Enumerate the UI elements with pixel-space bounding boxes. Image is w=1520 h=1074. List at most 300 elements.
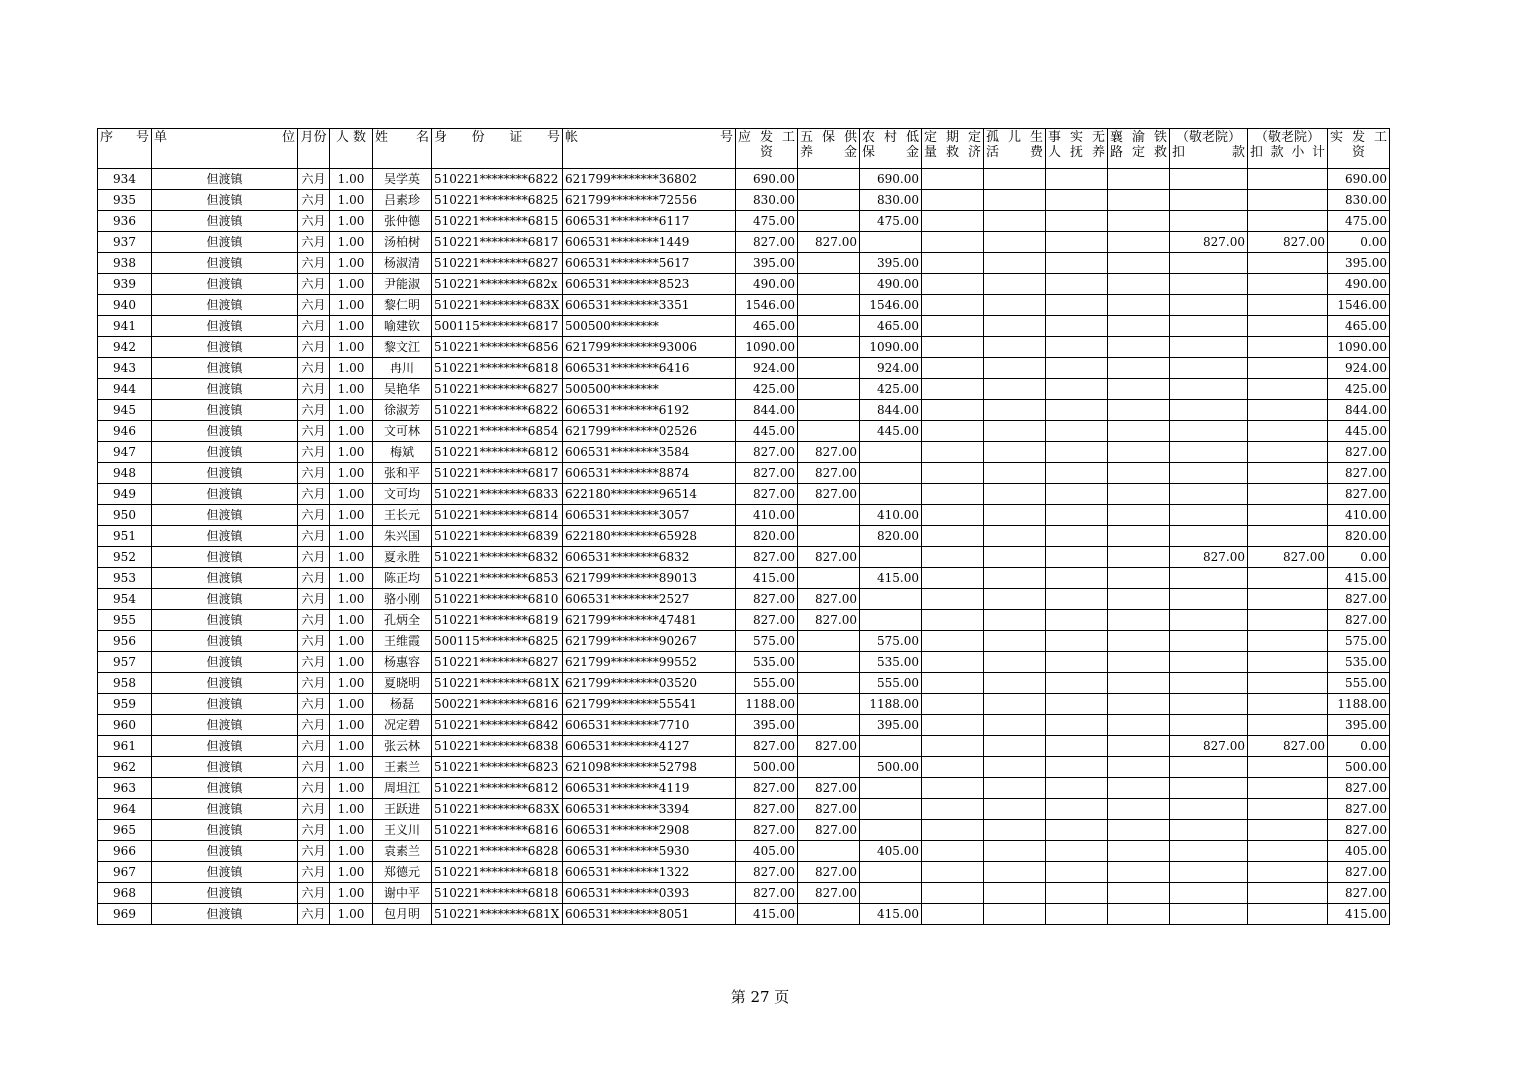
table-row	[98, 673, 1390, 694]
cell-count: 1.00	[330, 190, 373, 211]
cell-id: 510221********681X	[432, 904, 563, 925]
cell-dibao: 395.00	[860, 253, 922, 274]
cell-month: 六月	[298, 841, 330, 862]
cell-dibao	[860, 589, 922, 610]
cell-jinglao-deduct: 827.00	[1170, 547, 1248, 568]
cell-paid: 575.00	[1328, 631, 1390, 652]
cell-shishi	[1046, 547, 1108, 568]
cell-jinglao-total	[1248, 589, 1328, 610]
header-name: 姓 名	[373, 129, 432, 169]
cell-unit: 但渡镇	[152, 778, 298, 799]
cell-unit: 但渡镇	[152, 400, 298, 421]
cell-dingliang	[922, 505, 984, 526]
cell-dibao: 425.00	[860, 379, 922, 400]
cell-account: 606531********6117	[563, 211, 736, 232]
cell-paid: 1546.00	[1328, 295, 1390, 316]
cell-wage-due: 827.00	[736, 484, 798, 505]
cell-paid: 490.00	[1328, 274, 1390, 295]
cell-wubao: 827.00	[798, 589, 860, 610]
cell-dibao: 395.00	[860, 715, 922, 736]
table-row	[98, 484, 1390, 505]
cell-unit: 但渡镇	[152, 463, 298, 484]
cell-seq: 937	[98, 232, 152, 253]
cell-name: 骆小刚	[373, 589, 432, 610]
cell-name: 陈正均	[373, 568, 432, 589]
cell-unit: 但渡镇	[152, 715, 298, 736]
cell-dingliang	[922, 904, 984, 925]
cell-wage-due: 1090.00	[736, 337, 798, 358]
cell-dingliang	[922, 169, 984, 190]
cell-wage-due: 827.00	[736, 589, 798, 610]
cell-dibao: 500.00	[860, 757, 922, 778]
cell-dibao: 844.00	[860, 400, 922, 421]
cell-xiangyu	[1108, 799, 1170, 820]
cell-jinglao-deduct	[1170, 631, 1248, 652]
cell-month: 六月	[298, 799, 330, 820]
cell-shishi	[1046, 253, 1108, 274]
cell-orphan	[984, 505, 1046, 526]
cell-month: 六月	[298, 736, 330, 757]
cell-xiangyu	[1108, 526, 1170, 547]
header-count: 人 数	[330, 129, 373, 169]
cell-paid: 827.00	[1328, 883, 1390, 904]
table-row	[98, 316, 1390, 337]
cell-dingliang	[922, 631, 984, 652]
cell-unit: 但渡镇	[152, 547, 298, 568]
cell-name: 黎仁明	[373, 295, 432, 316]
cell-wage-due: 415.00	[736, 568, 798, 589]
table-row	[98, 883, 1390, 904]
cell-jinglao-total	[1248, 568, 1328, 589]
cell-seq: 948	[98, 463, 152, 484]
cell-dingliang	[922, 232, 984, 253]
cell-dingliang	[922, 421, 984, 442]
cell-paid: 445.00	[1328, 421, 1390, 442]
table-row	[98, 652, 1390, 673]
table-row	[98, 211, 1390, 232]
cell-account: 500500********	[563, 316, 736, 337]
cell-wubao: 827.00	[798, 463, 860, 484]
cell-unit: 但渡镇	[152, 442, 298, 463]
cell-dingliang	[922, 799, 984, 820]
header-unit: 单 位	[152, 129, 298, 169]
cell-id: 510221********6823	[432, 757, 563, 778]
cell-wage-due: 827.00	[736, 232, 798, 253]
cell-account: 606531********2527	[563, 589, 736, 610]
cell-dibao: 1090.00	[860, 337, 922, 358]
cell-name: 徐淑芳	[373, 400, 432, 421]
cell-count: 1.00	[330, 547, 373, 568]
cell-account: 621799********36802	[563, 169, 736, 190]
header-paid: 实 发 工 资	[1328, 129, 1390, 169]
cell-month: 六月	[298, 379, 330, 400]
cell-dibao	[860, 778, 922, 799]
cell-seq: 946	[98, 421, 152, 442]
cell-dibao: 405.00	[860, 841, 922, 862]
cell-name: 冉川	[373, 358, 432, 379]
cell-orphan	[984, 442, 1046, 463]
cell-jinglao-deduct	[1170, 253, 1248, 274]
cell-seq: 944	[98, 379, 152, 400]
cell-month: 六月	[298, 652, 330, 673]
cell-id: 510221********6828	[432, 841, 563, 862]
cell-seq: 963	[98, 778, 152, 799]
table-row	[98, 505, 1390, 526]
cell-name: 况定碧	[373, 715, 432, 736]
cell-account: 621799********99552	[563, 652, 736, 673]
table-row	[98, 463, 1390, 484]
cell-shishi	[1046, 316, 1108, 337]
cell-xiangyu	[1108, 484, 1170, 505]
cell-count: 1.00	[330, 316, 373, 337]
cell-orphan	[984, 673, 1046, 694]
cell-seq: 953	[98, 568, 152, 589]
cell-dingliang	[922, 211, 984, 232]
cell-shishi	[1046, 652, 1108, 673]
cell-jinglao-deduct	[1170, 841, 1248, 862]
cell-jinglao-deduct: 827.00	[1170, 736, 1248, 757]
cell-month: 六月	[298, 505, 330, 526]
cell-dingliang	[922, 337, 984, 358]
cell-month: 六月	[298, 253, 330, 274]
cell-shishi	[1046, 505, 1108, 526]
cell-name: 文可均	[373, 484, 432, 505]
cell-id: 510221********6832	[432, 547, 563, 568]
cell-jinglao-total	[1248, 904, 1328, 925]
cell-wage-due: 827.00	[736, 862, 798, 883]
cell-month: 六月	[298, 883, 330, 904]
cell-seq: 964	[98, 799, 152, 820]
table-row	[98, 904, 1390, 925]
cell-account: 606531********1449	[563, 232, 736, 253]
cell-dibao	[860, 820, 922, 841]
cell-id: 510221********6818	[432, 358, 563, 379]
cell-count: 1.00	[330, 862, 373, 883]
cell-jinglao-deduct	[1170, 799, 1248, 820]
cell-name: 杨磊	[373, 694, 432, 715]
cell-id: 510221********6818	[432, 862, 563, 883]
cell-dibao: 924.00	[860, 358, 922, 379]
header-month: 月份	[298, 129, 330, 169]
cell-orphan	[984, 568, 1046, 589]
cell-name: 张仲德	[373, 211, 432, 232]
cell-jinglao-deduct	[1170, 421, 1248, 442]
cell-name: 朱兴国	[373, 526, 432, 547]
cell-paid: 827.00	[1328, 778, 1390, 799]
cell-orphan	[984, 463, 1046, 484]
cell-xiangyu	[1108, 736, 1170, 757]
cell-id: 510221********681X	[432, 673, 563, 694]
cell-month: 六月	[298, 862, 330, 883]
cell-wage-due: 690.00	[736, 169, 798, 190]
cell-paid: 0.00	[1328, 736, 1390, 757]
cell-wage-due: 465.00	[736, 316, 798, 337]
cell-xiangyu	[1108, 547, 1170, 568]
cell-paid: 1090.00	[1328, 337, 1390, 358]
cell-orphan	[984, 589, 1046, 610]
cell-orphan	[984, 736, 1046, 757]
cell-account: 606531********5930	[563, 841, 736, 862]
cell-wubao: 827.00	[798, 442, 860, 463]
table-row	[98, 841, 1390, 862]
cell-wubao: 827.00	[798, 232, 860, 253]
cell-dibao: 490.00	[860, 274, 922, 295]
cell-seq: 962	[98, 757, 152, 778]
cell-seq: 945	[98, 400, 152, 421]
cell-account: 621098********52798	[563, 757, 736, 778]
cell-dibao: 1188.00	[860, 694, 922, 715]
cell-account: 621799********90267	[563, 631, 736, 652]
cell-dibao: 535.00	[860, 652, 922, 673]
cell-wage-due: 575.00	[736, 631, 798, 652]
cell-shishi	[1046, 169, 1108, 190]
table-row	[98, 589, 1390, 610]
cell-count: 1.00	[330, 169, 373, 190]
cell-xiangyu	[1108, 337, 1170, 358]
cell-id: 510221********6833	[432, 484, 563, 505]
cell-orphan	[984, 841, 1046, 862]
cell-seq: 939	[98, 274, 152, 295]
cell-jinglao-deduct	[1170, 400, 1248, 421]
cell-shishi	[1046, 799, 1108, 820]
cell-paid: 410.00	[1328, 505, 1390, 526]
cell-account: 606531********3584	[563, 442, 736, 463]
cell-shishi	[1046, 211, 1108, 232]
cell-count: 1.00	[330, 736, 373, 757]
cell-name: 孔炳全	[373, 610, 432, 631]
cell-unit: 但渡镇	[152, 610, 298, 631]
cell-wubao	[798, 337, 860, 358]
cell-jinglao-deduct	[1170, 358, 1248, 379]
cell-paid: 415.00	[1328, 568, 1390, 589]
cell-name: 尹能淑	[373, 274, 432, 295]
cell-paid: 405.00	[1328, 841, 1390, 862]
cell-name: 夏晓明	[373, 673, 432, 694]
cell-count: 1.00	[330, 337, 373, 358]
cell-wage-due: 1188.00	[736, 694, 798, 715]
cell-month: 六月	[298, 526, 330, 547]
cell-wage-due: 395.00	[736, 253, 798, 274]
cell-seq: 968	[98, 883, 152, 904]
cell-dingliang	[922, 673, 984, 694]
cell-name: 张和平	[373, 463, 432, 484]
cell-jinglao-deduct	[1170, 274, 1248, 295]
cell-jinglao-total	[1248, 169, 1328, 190]
cell-xiangyu	[1108, 274, 1170, 295]
cell-dingliang	[922, 442, 984, 463]
cell-jinglao-deduct	[1170, 484, 1248, 505]
cell-orphan	[984, 547, 1046, 568]
header-id: 身 份 证 号	[432, 129, 563, 169]
table-row	[98, 190, 1390, 211]
cell-wage-due: 445.00	[736, 421, 798, 442]
cell-account: 606531********5617	[563, 253, 736, 274]
cell-count: 1.00	[330, 463, 373, 484]
cell-shishi	[1046, 778, 1108, 799]
cell-orphan	[984, 358, 1046, 379]
cell-wubao	[798, 505, 860, 526]
cell-wage-due: 820.00	[736, 526, 798, 547]
cell-jinglao-deduct	[1170, 820, 1248, 841]
cell-dibao	[860, 232, 922, 253]
cell-unit: 但渡镇	[152, 568, 298, 589]
cell-wage-due: 425.00	[736, 379, 798, 400]
cell-id: 510221********6827	[432, 253, 563, 274]
cell-paid: 465.00	[1328, 316, 1390, 337]
cell-unit: 但渡镇	[152, 337, 298, 358]
cell-orphan	[984, 715, 1046, 736]
cell-wubao: 827.00	[798, 484, 860, 505]
cell-dibao	[860, 547, 922, 568]
cell-shishi	[1046, 694, 1108, 715]
cell-seq: 956	[98, 631, 152, 652]
cell-account: 622180********96514	[563, 484, 736, 505]
header-wubao: 五 保 供 养 金	[798, 129, 860, 169]
header-account: 帐 号	[563, 129, 736, 169]
cell-dingliang	[922, 652, 984, 673]
cell-wubao	[798, 379, 860, 400]
cell-dingliang	[922, 526, 984, 547]
cell-seq: 950	[98, 505, 152, 526]
cell-paid: 475.00	[1328, 211, 1390, 232]
cell-wage-due: 827.00	[736, 778, 798, 799]
cell-wage-due: 827.00	[736, 799, 798, 820]
cell-paid: 555.00	[1328, 673, 1390, 694]
cell-paid: 827.00	[1328, 442, 1390, 463]
cell-xiangyu	[1108, 295, 1170, 316]
cell-name: 吴学英	[373, 169, 432, 190]
cell-shishi	[1046, 841, 1108, 862]
cell-paid: 535.00	[1328, 652, 1390, 673]
cell-wage-due: 827.00	[736, 610, 798, 631]
cell-orphan	[984, 883, 1046, 904]
cell-unit: 但渡镇	[152, 673, 298, 694]
cell-dibao	[860, 862, 922, 883]
cell-seq: 959	[98, 694, 152, 715]
cell-account: 606531********6192	[563, 400, 736, 421]
cell-count: 1.00	[330, 673, 373, 694]
cell-shishi	[1046, 337, 1108, 358]
cell-jinglao-deduct	[1170, 295, 1248, 316]
cell-seq: 942	[98, 337, 152, 358]
cell-dingliang	[922, 547, 984, 568]
cell-unit: 但渡镇	[152, 211, 298, 232]
cell-wage-due: 827.00	[736, 820, 798, 841]
cell-dibao: 415.00	[860, 904, 922, 925]
cell-dingliang	[922, 757, 984, 778]
cell-dibao	[860, 463, 922, 484]
cell-jinglao-total	[1248, 694, 1328, 715]
cell-count: 1.00	[330, 232, 373, 253]
cell-dibao: 830.00	[860, 190, 922, 211]
cell-seq: 955	[98, 610, 152, 631]
cell-shishi	[1046, 757, 1108, 778]
cell-unit: 但渡镇	[152, 316, 298, 337]
table-row	[98, 820, 1390, 841]
cell-xiangyu	[1108, 253, 1170, 274]
cell-jinglao-total	[1248, 421, 1328, 442]
table-row	[98, 274, 1390, 295]
cell-paid: 827.00	[1328, 589, 1390, 610]
cell-wubao	[798, 631, 860, 652]
cell-jinglao-deduct	[1170, 715, 1248, 736]
cell-seq: 954	[98, 589, 152, 610]
table-row	[98, 400, 1390, 421]
cell-count: 1.00	[330, 526, 373, 547]
cell-shishi	[1046, 883, 1108, 904]
cell-wubao: 827.00	[798, 610, 860, 631]
cell-account: 621799********47481	[563, 610, 736, 631]
cell-jinglao-total	[1248, 820, 1328, 841]
cell-month: 六月	[298, 295, 330, 316]
cell-seq: 938	[98, 253, 152, 274]
cell-account: 621799********55541	[563, 694, 736, 715]
cell-name: 王素兰	[373, 757, 432, 778]
cell-account: 621799********89013	[563, 568, 736, 589]
cell-shishi	[1046, 484, 1108, 505]
cell-wage-due: 827.00	[736, 883, 798, 904]
cell-xiangyu	[1108, 820, 1170, 841]
cell-paid: 827.00	[1328, 862, 1390, 883]
cell-count: 1.00	[330, 904, 373, 925]
cell-wubao: 827.00	[798, 736, 860, 757]
cell-shishi	[1046, 673, 1108, 694]
cell-jinglao-total	[1248, 379, 1328, 400]
cell-paid: 924.00	[1328, 358, 1390, 379]
cell-xiangyu	[1108, 715, 1170, 736]
cell-orphan	[984, 190, 1046, 211]
cell-seq: 957	[98, 652, 152, 673]
cell-paid: 827.00	[1328, 799, 1390, 820]
cell-jinglao-total	[1248, 190, 1328, 211]
cell-wage-due: 827.00	[736, 463, 798, 484]
cell-dingliang	[922, 736, 984, 757]
cell-dingliang	[922, 841, 984, 862]
cell-id: 510221********6854	[432, 421, 563, 442]
cell-jinglao-deduct	[1170, 169, 1248, 190]
cell-id: 510221********6812	[432, 778, 563, 799]
cell-seq: 965	[98, 820, 152, 841]
cell-dibao: 575.00	[860, 631, 922, 652]
cell-id: 510221********6856	[432, 337, 563, 358]
cell-count: 1.00	[330, 694, 373, 715]
cell-month: 六月	[298, 757, 330, 778]
cell-id: 500115********6825	[432, 631, 563, 652]
cell-count: 1.00	[330, 757, 373, 778]
cell-jinglao-total	[1248, 799, 1328, 820]
cell-id: 510221********683X	[432, 799, 563, 820]
cell-count: 1.00	[330, 715, 373, 736]
cell-xiangyu	[1108, 841, 1170, 862]
table-row	[98, 337, 1390, 358]
cell-orphan	[984, 484, 1046, 505]
cell-xiangyu	[1108, 673, 1170, 694]
cell-xiangyu	[1108, 421, 1170, 442]
cell-shishi	[1046, 421, 1108, 442]
table-header	[98, 129, 1390, 169]
cell-unit: 但渡镇	[152, 274, 298, 295]
cell-unit: 但渡镇	[152, 841, 298, 862]
cell-seq: 934	[98, 169, 152, 190]
cell-month: 六月	[298, 673, 330, 694]
cell-jinglao-total	[1248, 715, 1328, 736]
cell-dibao: 1546.00	[860, 295, 922, 316]
cell-id: 510221********6838	[432, 736, 563, 757]
cell-jinglao-total	[1248, 841, 1328, 862]
cell-shishi	[1046, 736, 1108, 757]
cell-unit: 但渡镇	[152, 652, 298, 673]
cell-jinglao-deduct: 827.00	[1170, 232, 1248, 253]
